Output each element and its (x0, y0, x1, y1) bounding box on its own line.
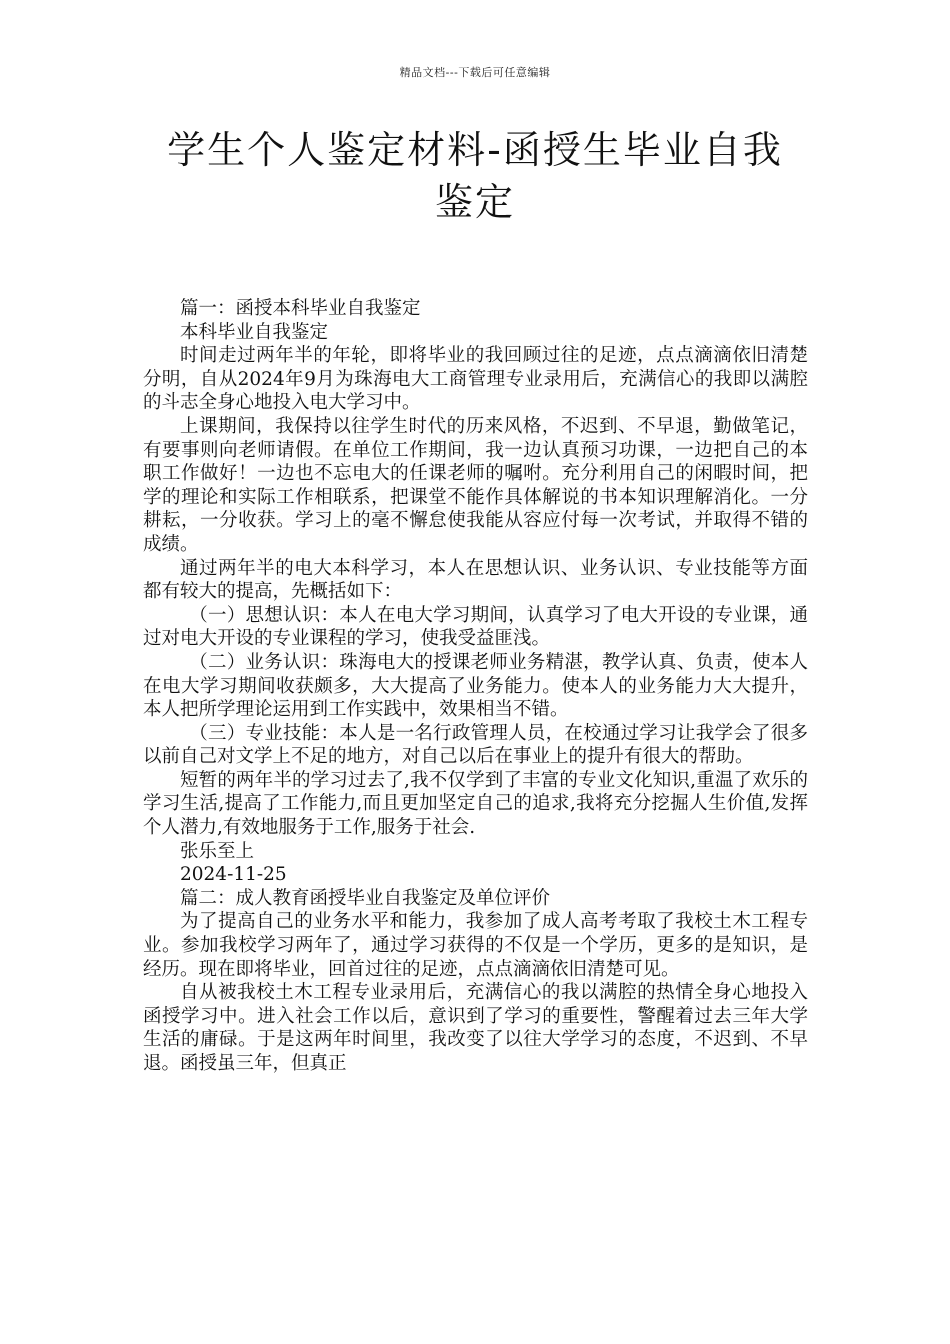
document-body (143, 297, 808, 1076)
body-paragraph: 为了提高自己的业务水平和能力，我参加了成人高考考取了我校土木工程专业。参加我校学习两年了，通过学习获得的不仅是一个学历，更多的是知识，是经历。现在即将毕业，回首过往的足迹，点点滴滴依旧清楚可见。 (143, 911, 808, 980)
body-paragraph: 短暂的两年半的学习过去了,我不仅学到了丰富的专业文化知识,重温了欢乐的学习生活,提高了工作能力,而且更加坚定自己的追求,我将充分挖掘人生价值,发挥个人潜力,有效地服务于工作,服务于社会. (143, 769, 808, 839)
section-heading: 篇二：成人教育函授毕业自我鉴定及单位评价 (180, 887, 551, 909)
document-title: 学生个人鉴定材料-函授生毕业自我鉴定 (167, 128, 783, 224)
body-paragraph: （三）专业技能：本人是一名行政管理人员，在校通过学习让我学会了很多以前自己对文学上不足的地方，对自己以后在事业上的提升有很大的帮助。 (143, 722, 808, 768)
body-paragraph: （二）业务认识：珠海电大的授课老师业务精湛，教学认真、负责，使本人在电大学习期间收获颇多，大大提高了业务能力。使本人的业务能力大大提升，本人把所学理论运用到工作实践中，效果相当不错。 (143, 651, 808, 721)
page-header: 精品文档---下载后可任意编辑 (399, 66, 551, 79)
subsection-heading: 本科毕业自我鉴定 (180, 321, 329, 343)
body-paragraph: （一）思想认识：本人在电大学习期间，认真学习了电大开设的专业课，通过对电大开设的专业课程的学习，使我受益匪浅。 (143, 604, 808, 650)
body-paragraph: 通过两年半的电大本科学习，本人在思想认识、业务认识、专业技能等方面都有较大的提高，先概括如下： (143, 557, 808, 603)
body-paragraph: 自从被我校土木工程专业录用后，充满信心的我以满腔的热情全身心地投入函授学习中。进入社会工作以后，意识到了学习的重要性，警醒着过去三年大学生活的庸碌。于是这两年时间里，我改变了以往大学学习的态度，不迟到、不早退。函授虽三年，但真正 (143, 982, 808, 1074)
signature-name: 张乐至上 (180, 840, 255, 862)
body-paragraph: 时间走过两年半的年轮，即将毕业的我回顾过往的足迹，点点滴滴依旧清楚分明，自从2024年9月为珠海电大工商管理专业录用后，充满信心的我即以满腔的斗志全身心地投入电大学习中。 (143, 345, 808, 414)
signature-date: 2024-11-25 (180, 864, 287, 886)
section-heading: 篇一：函授本科毕业自我鉴定 (180, 298, 421, 319)
body-paragraph: 上课期间，我保持以往学生时代的历来风格，不迟到、不早退，勤做笔记，有要事则向老师请假。在单位工作期间，我一边认真预习功课，一边把自己的本职工作做好！一边也不忘电大的任课老师的嘱咐。充分利用自己的闲暇时间，把学的理论和实际工作相联系，把课堂不能作具体解说的书本知识理解消化。一分耕耘，一分收获。学习上的毫不懈怠使我能从容应付每一次考试，并取得不错的成绩。 (143, 415, 808, 555)
